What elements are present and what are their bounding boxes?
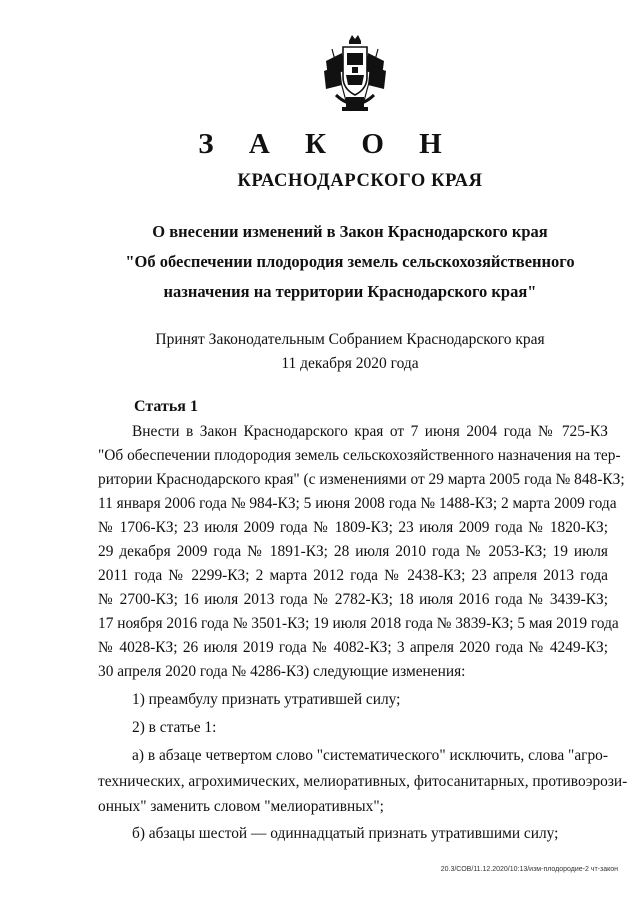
- body-line: Внести в Закон Краснодарского края от 7 июня 2004 года № 725-КЗ: [132, 423, 608, 440]
- body-line: 17 ноября 2016 года № 3501-КЗ; 19 июля 2018 года № 3839-КЗ; 5 мая 2019 года: [98, 615, 619, 632]
- subject-line: назначения на территории Краснодарского края": [163, 282, 537, 301]
- body-line: 11 января 2006 года № 984-КЗ; 5 июня 2008 года № 1488-КЗ; 2 марта 2009 года: [98, 495, 617, 512]
- subject-line: "Об обеспечении плодородия земель сельскохозяйственного: [125, 252, 575, 271]
- subject-line: О внесении изменений в Закон Краснодарского края: [152, 222, 548, 241]
- body-line: "Об обеспечении плодородия земель сельскохозяйственного назначения на тер-: [98, 447, 621, 464]
- list-item: б) абзацы шестой — одиннадцатый признать утратившими силу;: [132, 825, 559, 842]
- list-item: 2) в статье 1:: [132, 719, 217, 736]
- document-code-footer: 20.3/СОВ/11.12.2020/10:13/изм-плодородие-2 чт-закон: [440, 866, 618, 873]
- adoption-authority: Принят Законодательным Собранием Краснодарского края: [155, 331, 545, 348]
- list-item: 1) преамбулу признать утратившей силу;: [132, 691, 401, 708]
- adoption-date: 11 декабря 2020 года: [281, 355, 419, 372]
- region-title: КРАСНОДАРСКОГО КРАЯ: [237, 171, 483, 191]
- body-line: 2011 года № 2299-КЗ; 2 марта 2012 года № 2438-КЗ; 23 апреля 2013 года: [98, 567, 608, 584]
- article-heading: Статья 1: [134, 398, 198, 415]
- body-line: ритории Краснодарского края" (с изменениями от 29 марта 2005 года № 848-КЗ;: [98, 471, 625, 488]
- body-line: технических, агрохимических, мелиоративных, фитосанитарных, противоэрози-: [98, 773, 628, 790]
- body-line: № 1706-КЗ; 23 июля 2009 года № 1809-КЗ; 23 июля 2009 года № 1820-КЗ;: [98, 519, 608, 536]
- body-line: № 2700-КЗ; 16 июля 2013 года № 2782-КЗ; 18 июля 2016 года № 3439-КЗ;: [98, 591, 608, 608]
- body-line: 30 апреля 2020 года № 4286-КЗ) следующие изменения:: [98, 663, 466, 680]
- list-item: а) в абзаце четвертом слово "систематического" исключить, слова "агро-: [132, 747, 608, 764]
- krasnodar-coat-of-arms-icon: [322, 31, 388, 117]
- body-line: 29 декабря 2009 года № 1891-КЗ; 28 июля 2010 года № 2053-КЗ; 19 июля: [98, 543, 608, 560]
- body-line: № 4028-КЗ; 26 июля 2019 года № 4082-КЗ; 3 апреля 2020 года № 4249-КЗ;: [98, 639, 608, 656]
- body-line: онных" заменить словом "мелиоративных";: [98, 798, 384, 815]
- document-type-title: З А К О Н: [198, 128, 456, 160]
